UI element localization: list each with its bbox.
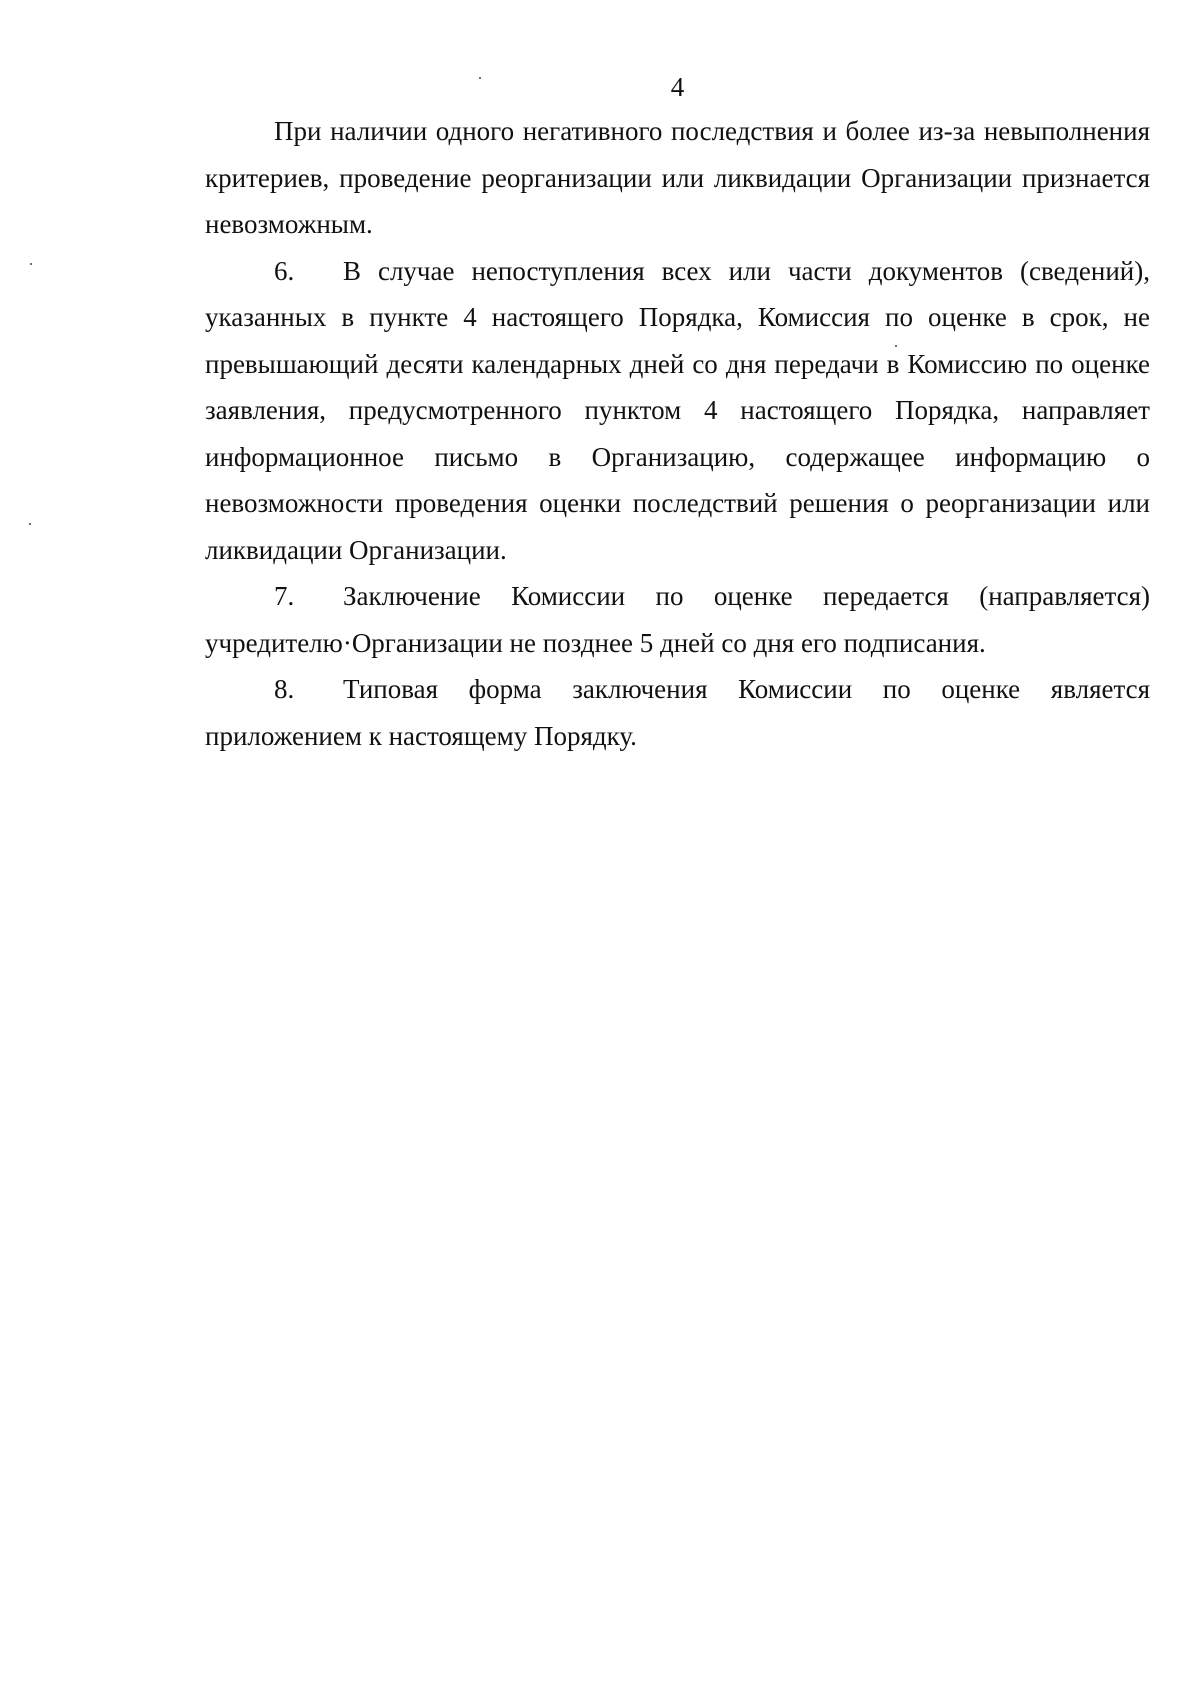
paragraph-7 — [205, 573, 1150, 666]
paragraph-text: В случае непоступления всех или части документов (сведений), указанных в пункте 4 настоящего Порядка, Комиссия по оценке в срок, не превышающий десяти календарных дней со дня передачи в Комиссию по оценке заявления, предусмотренного пунктом 4 настоящего Порядка, направляет информационное письмо в Организацию, содержащее информацию о невозможности проведения оценки последствий решения о реорганизации или ликвидации Организации. — [205, 255, 1150, 565]
scan-speck — [29, 523, 31, 525]
paragraph-8 — [205, 666, 1150, 759]
scan-speck — [30, 263, 32, 265]
paragraph-number: 6. — [274, 255, 295, 286]
paragraph-text: При наличии одного негативного последствия и более из-за невыполнения критериев, проведение реорганизации или ликвидации Организации признается невозможным. — [205, 116, 1150, 239]
scan-speck — [895, 345, 897, 347]
paragraph-number: 7. — [274, 581, 295, 611]
paragraph-text: Заключение Комиссии по оценке передается (направляется) учредителю·Организации не позднее 5 дней со дня его подписания. — [205, 581, 1150, 658]
paragraph-6 — [205, 248, 1150, 574]
document-body — [205, 108, 1150, 759]
paragraph-number: 8. — [274, 674, 295, 704]
page-number: 4 — [670, 72, 685, 102]
paragraph-text: Типовая форма заключения Комиссии по оценке является приложением к настоящему Порядку. — [205, 674, 1150, 751]
paragraph-intro — [205, 108, 1150, 248]
scan-speck — [479, 77, 481, 79]
